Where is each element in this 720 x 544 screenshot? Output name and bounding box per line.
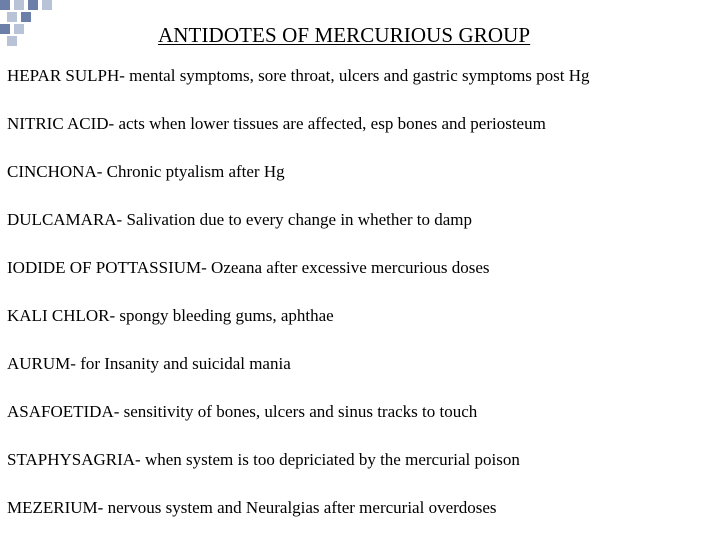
slide-title: ANTIDOTES OF MERCURIOUS GROUP — [158, 23, 531, 47]
list-item: IODIDE OF POTTASSIUM- Ozeana after excessive mercurious doses — [7, 258, 490, 277]
corner-decoration — [0, 0, 60, 48]
deco-square-1 — [0, 0, 10, 10]
list-item: MEZERIUM- nervous system and Neuralgias after mercurial overdoses — [7, 498, 497, 517]
deco-square-2 — [14, 0, 24, 10]
antidote-list — [7, 64, 590, 544]
list-item: CINCHONA- Chronic ptyalism after Hg — [7, 162, 285, 181]
deco-square-7 — [0, 24, 10, 34]
list-item: STAPHYSAGRIA- when system is too depriciated by the mercurial poison — [7, 450, 520, 469]
list-item: ASAFOETIDA- sensitivity of bones, ulcers and sinus tracks to touch — [7, 402, 478, 421]
list-item: NITRIC ACID- acts when lower tissues are affected, esp bones and periosteum — [7, 114, 546, 133]
deco-square-9 — [7, 36, 17, 46]
deco-square-6 — [21, 12, 31, 22]
list-item: KALI CHLOR- spongy bleeding gums, aphthae — [7, 306, 334, 325]
list-item: DULCAMARA- Salivation due to every change in whether to damp — [7, 210, 473, 229]
deco-square-5 — [7, 12, 17, 22]
list-item: HEPAR SULPH- mental symptoms, sore throat, ulcers and gastric symptoms post Hg — [7, 66, 590, 85]
list-item: AURUM- for Insanity and suicidal mania — [7, 354, 291, 373]
deco-square-8 — [14, 24, 24, 34]
deco-square-3 — [28, 0, 38, 10]
deco-square-4 — [42, 0, 52, 10]
